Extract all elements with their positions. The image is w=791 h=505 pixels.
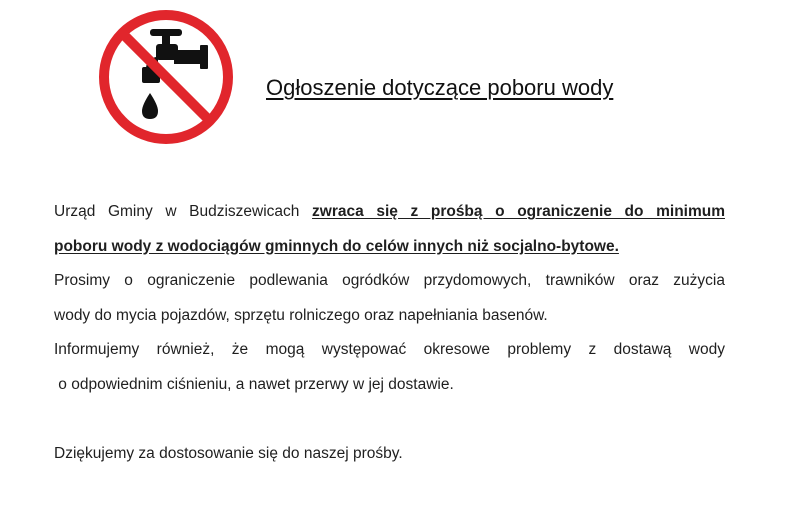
paragraph-limits-line-1: Prosimy o ograniczenie podlewania ogródków przydomowych, trawników oraz zużycia <box>54 272 725 289</box>
page-title: Ogłoszenie dotyczące poboru wody <box>266 75 614 100</box>
closing-text: Dziękujemy za dostosowanie się do naszej prośby. <box>54 444 403 462</box>
paragraph-request-line-1 <box>54 195 725 230</box>
no-water-tap-logo <box>98 9 234 145</box>
paragraph-request <box>54 195 725 264</box>
request-highlight-text-1: zwraca się z prośbą o ograniczenie do minimum <box>312 203 725 220</box>
paragraph-problems-line-1: Informujemy również, że mogą występować okresowe problemy z dostawą wody <box>54 341 725 358</box>
paragraph-problems <box>54 333 725 402</box>
request-intro-text: Urząd Gminy w Budziszewicach <box>54 203 313 220</box>
paragraph-limits <box>54 264 725 333</box>
notice-body <box>54 195 725 471</box>
paragraph-request-line-2 <box>54 230 725 265</box>
request-highlight-text-2: poboru wody z wodociągów gminnych do celów innych niż socjalno-bytowe. <box>54 237 619 255</box>
paragraph-problems-line-2: o odpowiednim ciśnieniu, a nawet przerwy w jej dostawie. <box>54 375 454 393</box>
no-water-tap-icon <box>98 9 234 145</box>
paragraph-limits-line-2: wody do mycia pojazdów, sprzętu rolniczego oraz napełniania basenów. <box>54 306 548 324</box>
paragraph-spacer <box>54 402 725 437</box>
